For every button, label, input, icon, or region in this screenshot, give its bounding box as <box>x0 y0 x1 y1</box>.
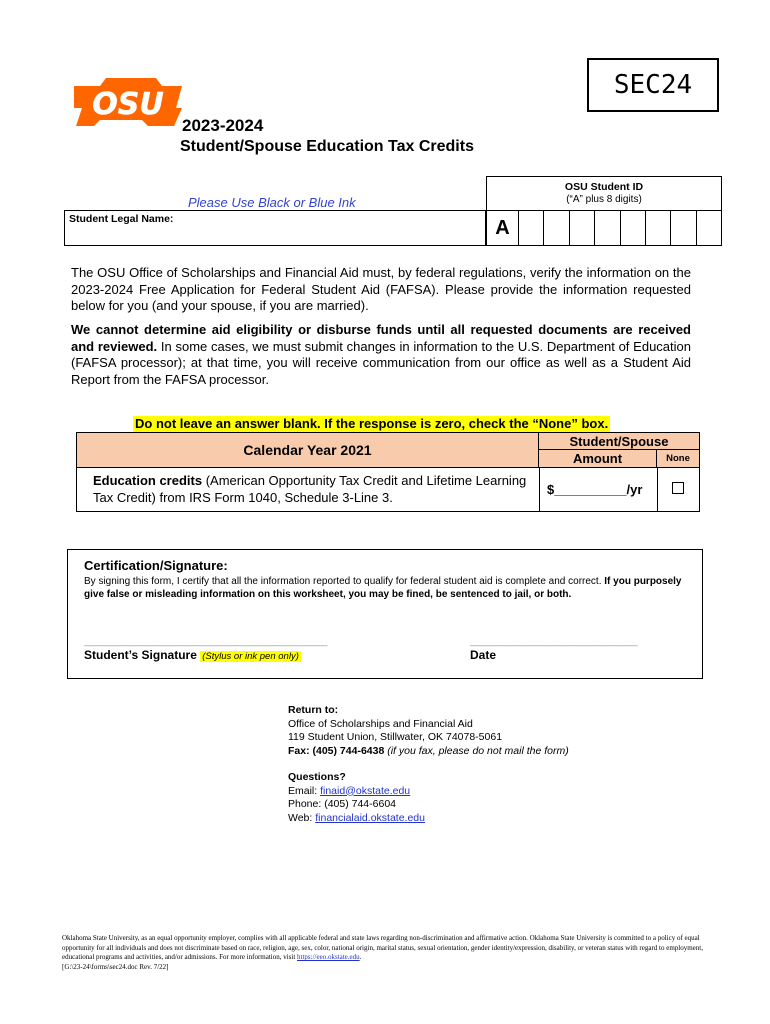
student-id-label: OSU Student ID <box>564 181 644 193</box>
date-line[interactable]: _________________________________ <box>470 636 638 647</box>
student-name-label: Student Legal Name: <box>69 213 174 225</box>
phone-line: Phone: (405) 744-6604 <box>288 798 396 810</box>
eligibility-rest: In some cases, we must submit changes in information to the U.S. Department of Education (FAFSA processor); at that time, you will receive communication from our office as well as a Student Aid Report from the FAFSA processor. <box>71 338 691 387</box>
student-id-hint: (“A” plus 8 digits) <box>566 194 642 205</box>
web-line: Web: financialaid.okstate.edu <box>288 811 425 824</box>
student-id-box <box>486 176 722 246</box>
form-title: Student/Spouse Education Tax Credits <box>180 138 474 155</box>
signature-line[interactable]: ________________________________________________ <box>84 636 327 647</box>
student-id-digit[interactable] <box>544 211 569 245</box>
table-header-row <box>76 432 700 468</box>
table-row <box>76 468 700 512</box>
none-header: None <box>666 453 690 464</box>
fax-line <box>288 745 569 759</box>
osu-logo <box>70 74 186 130</box>
eeo-link[interactable]: https://eeo.okstate.edu <box>297 953 360 961</box>
fax-note: (if you fax, please do not mail the form) <box>384 744 569 757</box>
student-id-digit[interactable] <box>570 211 595 245</box>
student-id-prefix: A <box>487 211 519 245</box>
intro-paragraph: The OSU Office of Scholarships and Financial Aid must, by federal regulations, verify the information on the 2023-2024 Free Application for Federal Student Aid (FAFSA). Please provide the information requested below for you (and your spouse, if you are married). <box>71 265 691 313</box>
certification-statement: By signing this form, I certify that all the information reported to qualify for federal student aid is complete and correct. <box>84 576 605 587</box>
student-id-digit[interactable] <box>671 211 696 245</box>
contact-block <box>288 704 569 825</box>
amount-header: Amount <box>539 450 657 467</box>
student-id-header <box>487 177 721 211</box>
student-id-digit[interactable] <box>621 211 646 245</box>
date-label: Date <box>470 648 497 662</box>
education-credits-bold: Education credits <box>93 473 203 488</box>
certification-warning: If you purposely give false or misleading information on this worksheet, you may be fined, be sentenced to jail, or both. <box>84 576 682 600</box>
none-checkbox[interactable] <box>672 482 684 494</box>
education-credits-rest: (American Opportunity Tax Credit and Lifetime Learning Tax Credit) from IRS Form 1040, Schedule 3-Line 3. <box>93 473 527 505</box>
email-link[interactable]: finaid@okstate.edu <box>320 784 411 797</box>
student-spouse-header: Student/Spouse <box>539 433 699 450</box>
eligibility-bold: We cannot determine aid eligibility or disburse funds until all requested documents are received and reviewed. <box>71 322 691 354</box>
footer-disclaimer: Oklahoma State University, as an equal opportunity employer, complies with all applicable federal and state laws regarding non-discrimination and affirmative action. Oklahoma State University is committed to a policy of equal opportunity for all individuals and does not discriminate based on race, religion, age, sex, color, national origin, marital status, sexual orientation, gender identity/expression, disability, or veteran status with regard to employment, educational programs and activities, and/or admissions. For more information, visit https://eeo.okstate.edu. [G:\23-24\forms\sec24.doc Rev. 7/22] <box>62 934 703 971</box>
logo-text: OSU <box>92 87 164 122</box>
questions-heading: Questions? <box>288 771 346 783</box>
student-id-digit[interactable] <box>697 211 721 245</box>
certification-box <box>67 549 703 679</box>
education-credits-desc <box>93 472 533 506</box>
signature-note: (Stylus or ink pen only) <box>202 651 299 662</box>
credits-table <box>76 432 700 512</box>
footer-ref: [G:\23-24\forms\sec24.doc Rev. 7/22] <box>62 962 169 971</box>
ink-note: Please Use Black or Blue Ink <box>188 195 356 210</box>
email-line: Email: finaid@okstate.edu <box>288 784 411 797</box>
return-line1: Office of Scholarships and Financial Aid <box>288 717 473 730</box>
student-id-digit[interactable] <box>595 211 620 245</box>
form-code-box: SEC24 <box>587 58 719 112</box>
fax-number: Fax: (405) 744-6438 <box>288 744 385 757</box>
signature-label: Student’s Signature (Stylus or ink pen only) <box>84 648 299 662</box>
footer-text: Oklahoma State University, as an equal opportunity employer, complies with all applicable federal and state laws regarding non-discrimination and affirmative action. Oklahoma State University is committed to a policy of equal opportunity for all individuals and does not discriminate based on race, religion, age, sex, color, national origin, marital status, sexual orientation, gender identity/expression, disability, or veteran status with regard to employment, educational programs and activities, and/or admissions. For more information, visit <box>62 934 703 961</box>
eligibility-paragraph <box>71 322 691 388</box>
calendar-year-header: Calendar Year 2021 <box>77 433 539 467</box>
instruction-highlight: Do not leave an answer blank. If the response is zero, check the “None” box. <box>135 416 609 431</box>
certification-text <box>84 575 690 601</box>
student-name-field[interactable] <box>64 210 486 246</box>
certification-title: Certification/Signature: <box>84 558 228 573</box>
student-id-digit[interactable] <box>646 211 671 245</box>
amount-field[interactable]: $__________/yr <box>547 482 643 497</box>
form-year: 2023-2024 <box>182 116 264 135</box>
return-line2: 119 Student Union, Stillwater, OK 74078-5061 <box>288 731 503 743</box>
student-id-digit[interactable] <box>519 211 544 245</box>
return-heading: Return to: <box>288 704 339 716</box>
web-link[interactable]: financialaid.okstate.edu <box>315 811 425 824</box>
